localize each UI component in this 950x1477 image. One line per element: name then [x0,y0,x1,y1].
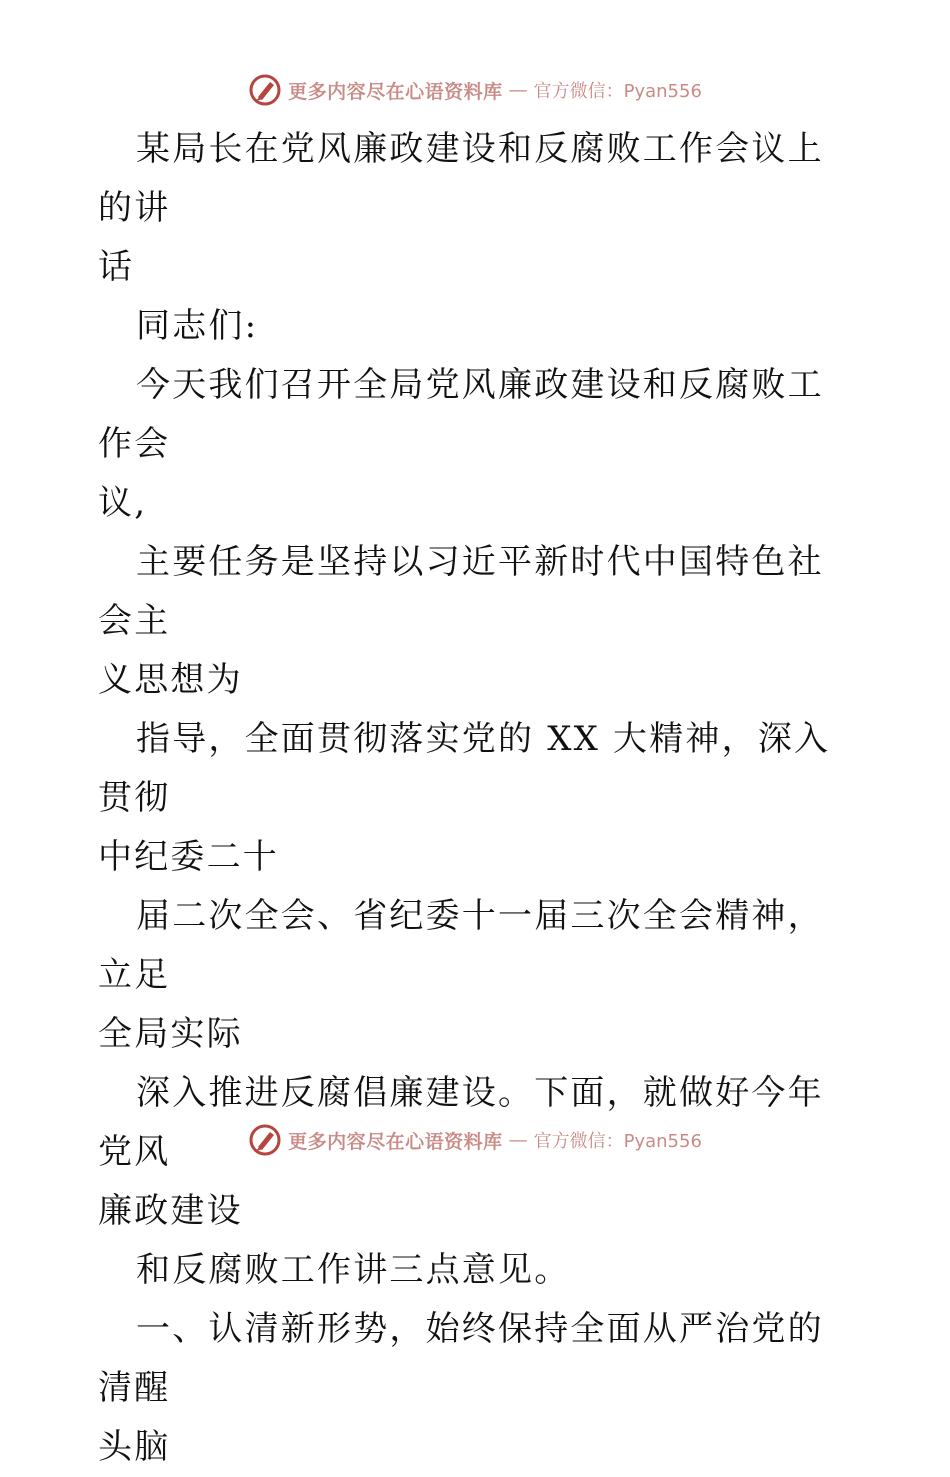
document-line: 廉政建设 [98,1191,243,1231]
header-banner [0,70,950,110]
banner-separator: — [508,1129,528,1151]
document-line: 全局实际 [98,1014,243,1054]
document-line: 议, [98,483,148,523]
banner-wechat: 官方微信：Pyan556 [533,1131,702,1152]
banner-separator: — [508,79,528,101]
footer-banner [0,1120,950,1160]
document-line: 深入推进反腐倡廉建设。下面，就做好今年党风 [98,1073,824,1172]
document-body [98,120,858,1477]
document-line: 义思想为 [98,660,243,700]
banner-text: 更多内容尽在心语资料库 [288,80,503,103]
document-line: 一、认清新形势，始终保持全面从严治党的清醒 [98,1309,824,1408]
document-line: 指导，全面贯彻落实党的 XX 大精神，深入贯彻 [98,719,831,818]
banner-text: 更多内容尽在心语资料库 [288,1130,503,1153]
pen-seal-logo-icon [248,1123,282,1157]
pen-seal-logo-icon [248,73,282,107]
document-line: 同志们: [136,306,259,346]
document-line: 届二次全会、省纪委十一届三次全会精神，立足 [98,896,824,995]
document-line: 话 [98,247,135,287]
document-line: 和反腐败工作讲三点意见。 [136,1250,571,1290]
document-line: 头脑 [98,1427,171,1467]
document-line: 中纪委二十 [98,837,279,877]
banner-wechat: 官方微信：Pyan556 [533,81,702,102]
document-line: 今天我们召开全局党风廉政建设和反腐败工作会 [98,365,824,464]
document-line: 主要任务是坚持以习近平新时代中国特色社会主 [98,542,824,641]
document-line: 某局长在党风廉政建设和反腐败工作会议上的讲 [98,129,824,228]
